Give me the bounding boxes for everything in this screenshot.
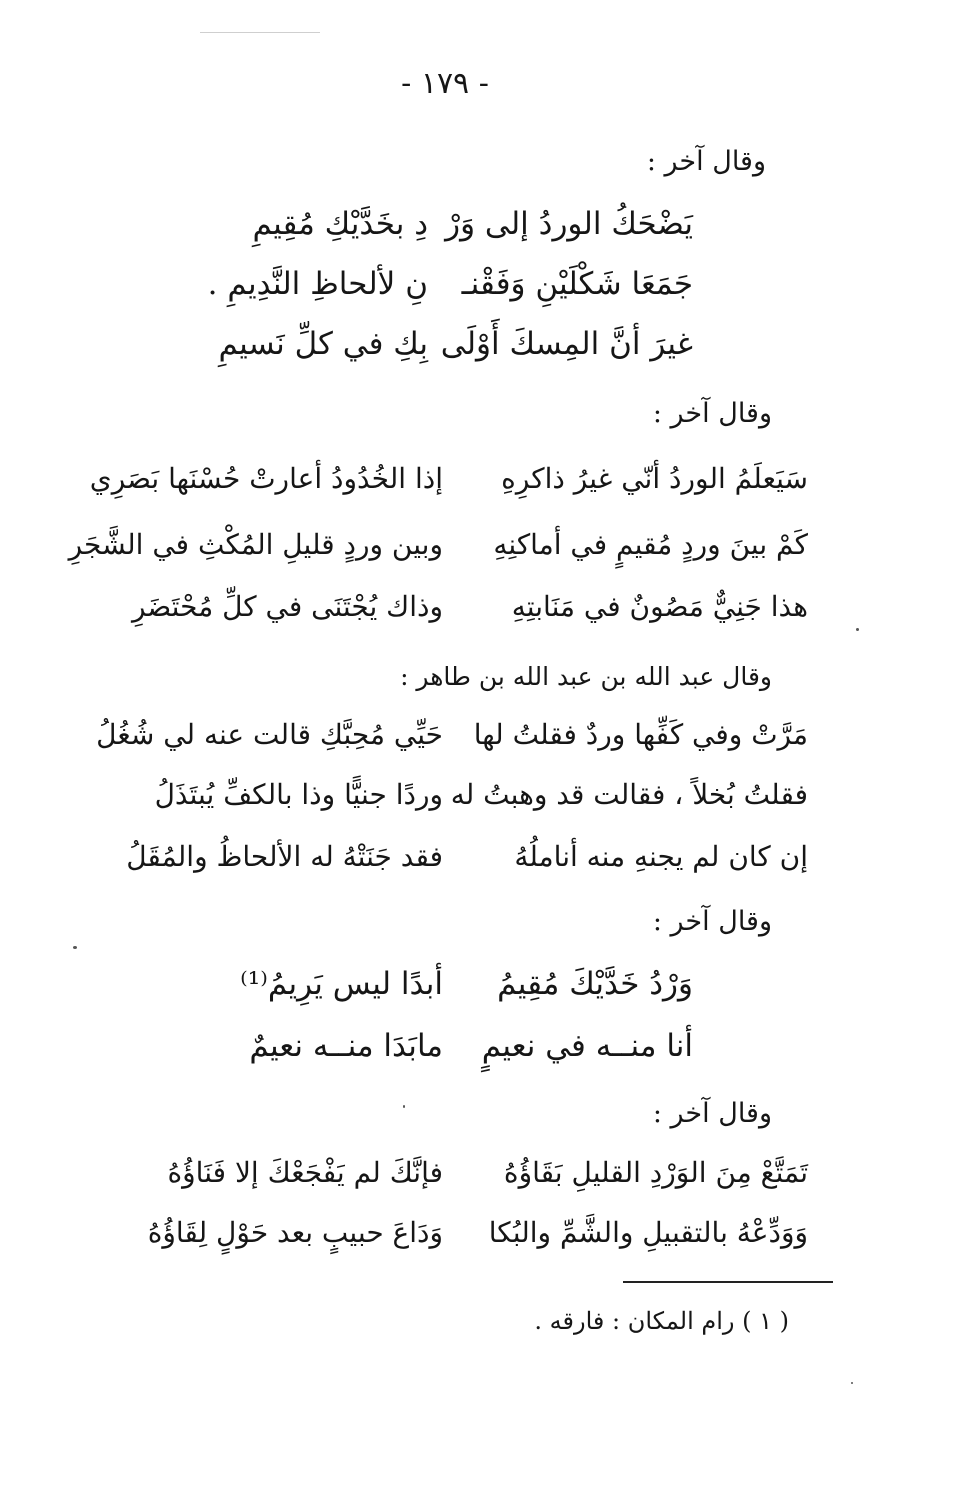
verse-second-hemistich: بِكِ في كلِّ نَسيمِ bbox=[218, 326, 428, 362]
verse-second-hemistich: حَيِّي مُحِبَّكِ قالت عنه لي شُغُلُ bbox=[96, 718, 443, 751]
verse-second-hemistich: فإنَّكَ لم يَفْجَعْكَ إلا فَنَاؤُهُ bbox=[167, 1156, 443, 1189]
verse-second-hemistich: إذا الخُدُودُ أعارتْ حُسْنَها بَصَرِي bbox=[89, 462, 443, 495]
verse-line bbox=[0, 326, 973, 370]
verse-first-hemistich: جَمَعَا شَكْلَيْنِ وَفَقْنـ bbox=[461, 266, 693, 302]
verse-second-hemistich: وبين وردٍ قليلِ المُكْثِ في الشَّجَرِ bbox=[68, 528, 443, 561]
verse-first-hemistich: سَيَعلَمُ الوردُ أنّي غيرُ ذاكرِهِ bbox=[501, 462, 808, 495]
verse-first-hemistich: يَضْحَكُ الوردُ إلى وَرْ bbox=[445, 206, 693, 242]
scan-artifact-line bbox=[200, 32, 320, 33]
section-heading: وقال آخر : bbox=[652, 1098, 772, 1129]
verse-first-hemistich: فقلتُ بُخلاً ، فقالت قد وهبتُ له bbox=[450, 778, 808, 811]
section-heading: وقال آخر : bbox=[652, 906, 772, 937]
verse-first-hemistich: وَرْدُ خَدَّيْكَ مُقِيمُ bbox=[497, 966, 693, 1002]
verse-line bbox=[0, 528, 973, 572]
verse-line bbox=[0, 1028, 973, 1072]
footnote: ( ١ ) رام المكان : فارقه . bbox=[534, 1307, 789, 1335]
verse-second-hemistich: دِ بخَدَّيْكِ مُقِيمِ bbox=[252, 206, 428, 242]
verse-second-hemistich: أبدًا ليس يَرِيمُ⁽¹⁾ bbox=[240, 966, 443, 1002]
verse-second-hemistich: وَدَاعَ حبيبٍ بعد حَوْلٍ لِقَاؤُهُ bbox=[147, 1216, 443, 1249]
verse-first-hemistich: هذا جَنِيٌّ مَصُونٌ في مَنَابتِهِ bbox=[511, 590, 808, 623]
section-heading: وقال آخر : bbox=[646, 146, 766, 177]
verse-first-hemistich: أنا منــه في نعيمٍ bbox=[481, 1028, 693, 1064]
page-number: - ١٧٩ - bbox=[401, 66, 489, 101]
section-heading: وقال آخر : bbox=[652, 398, 772, 429]
section-heading: وقال عبد الله بن عبد الله بن طاهر : bbox=[400, 662, 772, 691]
verse-line bbox=[0, 590, 973, 634]
scan-speck bbox=[403, 1105, 405, 1108]
scan-speck bbox=[851, 1382, 853, 1384]
verse-first-hemistich: مَرَّتْ وفي كَفِّها وردٌ فقلتُ لها bbox=[473, 718, 808, 751]
footnote-divider bbox=[623, 1281, 833, 1283]
verse-second-hemistich: فقد جَنَتْهُ له الألحاظُ والمُقَلُ bbox=[126, 840, 443, 873]
verse-line bbox=[0, 266, 973, 310]
verse-line bbox=[0, 778, 973, 822]
verse-first-hemistich: تَمَتَّعْ مِنَ الوَرْدِ القليلِ بَقَاؤُهُ bbox=[503, 1156, 808, 1189]
verse-second-hemistich: مابَدَا منــه نعيمٌ bbox=[249, 1028, 443, 1064]
verse-line bbox=[0, 1216, 973, 1260]
verse-first-hemistich: كَمْ بينَ وردٍ مُقيمٍ في أماكنِهِ bbox=[493, 528, 808, 561]
verse-line bbox=[0, 718, 973, 762]
verse-line bbox=[0, 462, 973, 506]
verse-line bbox=[0, 840, 973, 884]
scan-speck bbox=[73, 946, 77, 949]
verse-line bbox=[0, 966, 973, 1010]
verse-second-hemistich: وذاك يُجْتَنَى في كلِّ مُحْتَضَرِ bbox=[131, 590, 443, 623]
verse-line bbox=[0, 206, 973, 250]
verse-second-hemistich: وردًا جنيًّا وذا بالكفِّ يُبتَذَلُ bbox=[154, 778, 443, 811]
verse-first-hemistich: غيرَ أنَّ المِسكَ أَوْلَى bbox=[440, 326, 693, 362]
verse-first-hemistich: وَوَدِّعْهُ بالتقبيلِ والشَّمِّ والبُكا bbox=[488, 1216, 808, 1249]
verse-second-hemistich: نِ لألحاظِ النَّدِيمِ . bbox=[207, 266, 428, 302]
verse-first-hemistich: إن كان لم يجنهِ منه أناملُهُ bbox=[514, 840, 808, 873]
verse-line bbox=[0, 1156, 973, 1200]
scan-speck bbox=[856, 628, 859, 631]
